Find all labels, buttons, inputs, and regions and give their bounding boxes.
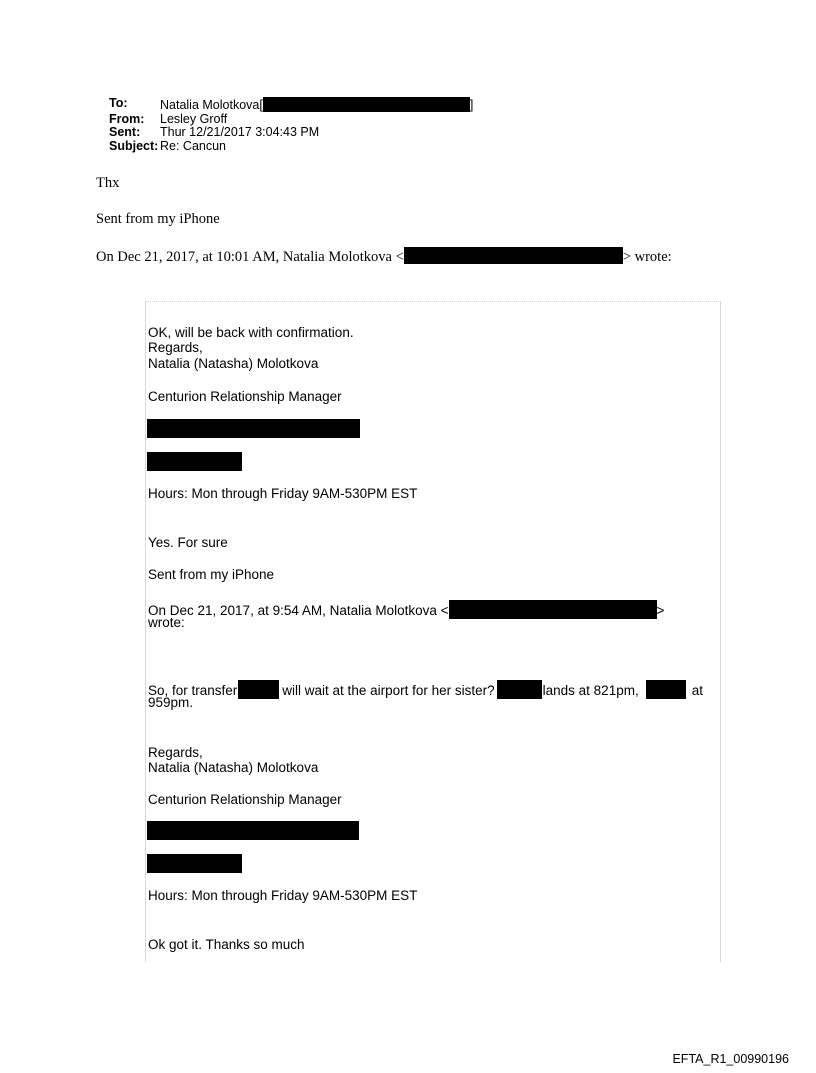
sent-value: Thur 12/21/2017 3:04:43 PM	[160, 125, 320, 139]
redaction-box	[263, 97, 470, 112]
quote-intro-prefix: On Dec 21, 2017, at 10:01 AM, Natalia Molotkova <	[96, 249, 404, 265]
redaction-box	[147, 419, 360, 438]
sender-name: Natalia (Natasha) Molotkova	[148, 760, 319, 775]
quoted-text	[148, 680, 703, 699]
quoted-thread	[145, 301, 721, 962]
from-label: From:	[109, 111, 145, 126]
quoted-intro	[148, 600, 664, 619]
redaction-box	[404, 247, 623, 264]
redaction-box	[497, 680, 542, 699]
quoted-text-part: at	[691, 683, 703, 698]
quoted-text: OK, will be back with confirmation.	[148, 325, 354, 340]
quoted-intro-prefix: On Dec 21, 2017, at 9:54 AM, Natalia Molotkova <	[148, 603, 449, 618]
subject-row	[109, 140, 473, 154]
to-close: ]	[469, 98, 474, 112]
from-value: Lesley Groff	[160, 111, 228, 126]
reply-signature: Sent from my iPhone	[96, 211, 220, 227]
sent-label: Sent:	[109, 125, 141, 139]
to-value	[160, 97, 473, 113]
reply-text: Thx	[96, 175, 120, 191]
sender-name: Natalia (Natasha) Molotkova	[148, 356, 319, 371]
to-label: To:	[109, 96, 128, 110]
quoted-intro-suffix: >	[656, 603, 665, 618]
quoted-text: Yes. For sure	[148, 535, 228, 550]
quoted-signature: Sent from my iPhone	[148, 567, 275, 582]
redaction-box	[147, 854, 242, 873]
from-row	[109, 113, 473, 127]
redaction-box	[646, 680, 686, 699]
email-header	[109, 97, 473, 153]
quote-intro-suffix: > wrote:	[622, 249, 672, 265]
sender-title: Centurion Relationship Manager	[148, 389, 342, 404]
redaction-box	[147, 452, 242, 471]
office-hours: Hours: Mon through Friday 9AM-530PM EST	[148, 486, 418, 501]
to-row	[109, 97, 473, 113]
redaction-box	[147, 821, 359, 840]
subject-label: Subject:	[109, 138, 159, 153]
redaction-box	[449, 600, 657, 619]
subject-value: Re: Cancun	[160, 138, 227, 153]
quoted-text-part: will wait at the airport for her sister?	[282, 683, 495, 698]
sender-title: Centurion Relationship Manager	[148, 792, 342, 807]
quoted-text: Regards,	[148, 340, 203, 355]
quoted-text-part: lands at 821pm,	[542, 683, 639, 698]
to-name: Natalia Molotkova[	[160, 98, 263, 112]
quoted-text: 959pm.	[148, 695, 194, 710]
quote-intro	[96, 247, 672, 266]
quoted-text: Regards,	[148, 745, 203, 760]
office-hours: Hours: Mon through Friday 9AM-530PM EST	[148, 888, 418, 903]
document-id: EFTA_R1_00990196	[672, 1052, 789, 1066]
sent-row	[109, 126, 473, 140]
quoted-intro-wrote: wrote:	[148, 615, 185, 630]
redaction-box	[238, 680, 279, 699]
quoted-text: Ok got it. Thanks so much	[148, 937, 305, 952]
quoted-text-part: So, for transfer	[148, 683, 238, 698]
